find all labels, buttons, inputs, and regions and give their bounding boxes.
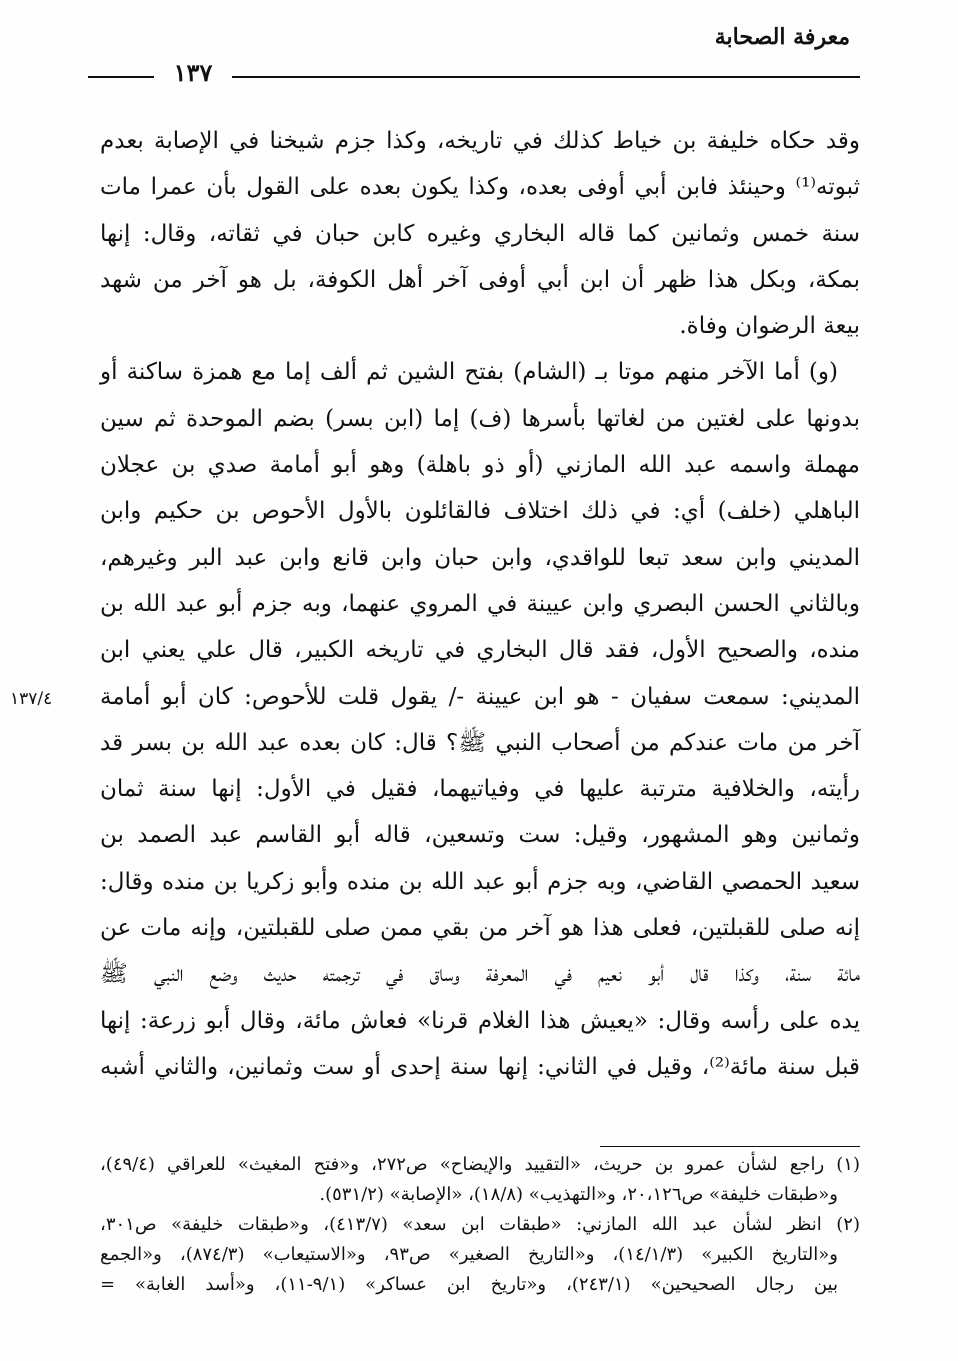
footnote-line: (١) راجع لشأن عمرو بن حريث، «التقييد والإيضاح» ص٢٧٢، و«فتح المغيث» للعراقي (٤٩/٤)، [100,1154,860,1175]
footnote-separator [600,1146,860,1147]
body-line: وبالثاني الحسن البصري وابن عيينة في المروي عنهما، وبه جزم أبو عبد الله بن [100,590,860,617]
body-line: المديني: سمعت سفيان - هو ابن عيينة -/ يقول قلت للأحوص: كان أبو أمامة [100,683,860,710]
body-line: ثبوته⁽¹⁾ وحينئذ فابن أبي أوفى بعده، وكذا يكون بعده على القول بأن عمرا مات [100,174,860,201]
body-line: إنه صلى للقبلتين، فعلى هذا هو آخر من بقي ممن صلى للقبلتين، وإنه مات عن [100,915,860,942]
footnote-line: بين رجال الصحيحين» (٢٤٣/١)، و«تاريخ ابن عساكر» (٩/١-١١)، و«أسد الغابة» = [100,1274,838,1295]
body-line: (و) أما الآخر منهم موتا بـ (الشام) بفتح الشين ثم ألف إما مع همزة ساكنة أو [100,359,838,386]
footnote-line: و«التاريخ الكبير» (١٤/١/٣)، و«التاريخ الصغير» ص٩٣، و«الاستيعاب» (٨٧٤/٣)، و«الجمع [100,1244,838,1265]
body-line: المديني وابن سعد تبعا للواقدي، وابن حبان وابن قانع وابن عبد البر وغيرهم، [100,544,860,571]
body-line: منده، والصحيح الأول، فقد قال البخاري في تاريخه الكبير، قال علي يعني ابن [100,637,860,664]
body-line: قبل سنة مائة⁽²⁾، وقيل في الثاني: إنها سنة إحدى أو ست وثمانين، والثاني أشبه [100,1053,861,1080]
margin-page-reference: ١٣٧/٤ [10,689,53,709]
body-text [100,118,860,1090]
running-title: معرفة الصحابة [714,24,850,50]
footnote-line: (٢) انظر لشأن عبد الله المازني: «طبقات ابن سعد» (٤١٣/٧)، و«طبقات خليفة» ص٣٠١، [100,1214,860,1235]
body-line: بمكة، وبكل هذا ظهر أن ابن أبي أوفى آخر أهل الكوفة، بل هو آخر من شهد [100,266,860,293]
body-line: سعيد الحمصي القاضي، وبه جزم أبو عبد الله بن منده وأبو زكريا بن منده وقال: [100,868,860,895]
body-line: الباهلي (خلف) أي: في ذلك اختلاف فالقائلون بالأول الأحوص بن حكيم وابن [100,498,860,525]
header-rule-right [232,76,860,78]
footnote-line: و«طبقات خليفة» ص٢٠،١٢٦، و«التهذيب» (١٨/٨)، «الإصابة» (٥٣١/٢). [319,1184,838,1205]
body-line: مهملة واسمه عبد الله المازني (أو ذو باهلة) وهو أبو أمامة صدي بن عجلان [100,452,860,479]
body-line: رأيته، والخلافية مترتبة عليها في وفياتيهما، فقيل في الأول: إنها سنة ثمان [100,776,860,803]
body-line: آخر من مات عندكم من أصحاب النبي ﷺ؟ قال: كان بعده عبد الله بن بسر قد [100,729,860,756]
body-line: يده على رأسه وقال: «يعيش هذا الغلام قرنا» فعاش مائة، وقال أبو زرعة: إنها [100,1007,860,1034]
body-line: مائة سنة، وكذا قال أبو نعيم في المعرفة وساق في ترجمته حديث وضع النبي ﷺ [100,961,860,988]
body-line: بدونها على لغتين من لغاتها بأسرها (ف) إما (ابن بسر) بضم الموحدة ثم سين [100,405,860,432]
body-line: وقد حكاه خليفة بن خياط كذلك في تاريخه، وكذا جزم شيخنا في الإصابة بعدم [100,128,860,154]
header-rule-left [88,76,154,78]
body-line: وثمانين وهو المشهور، وقيل: ست وتسعين، قاله أبو القاسم عبد الصمد بن [100,822,860,849]
footnotes [100,1150,860,1300]
body-line: بيعة الرضوان وفاة. [679,313,860,340]
page-number: ١٣٧ [173,58,213,87]
body-line: سنة خمس وثمانين كما قاله البخاري وغيره كابن حبان في ثقاته، وقال: إنها [100,220,860,247]
